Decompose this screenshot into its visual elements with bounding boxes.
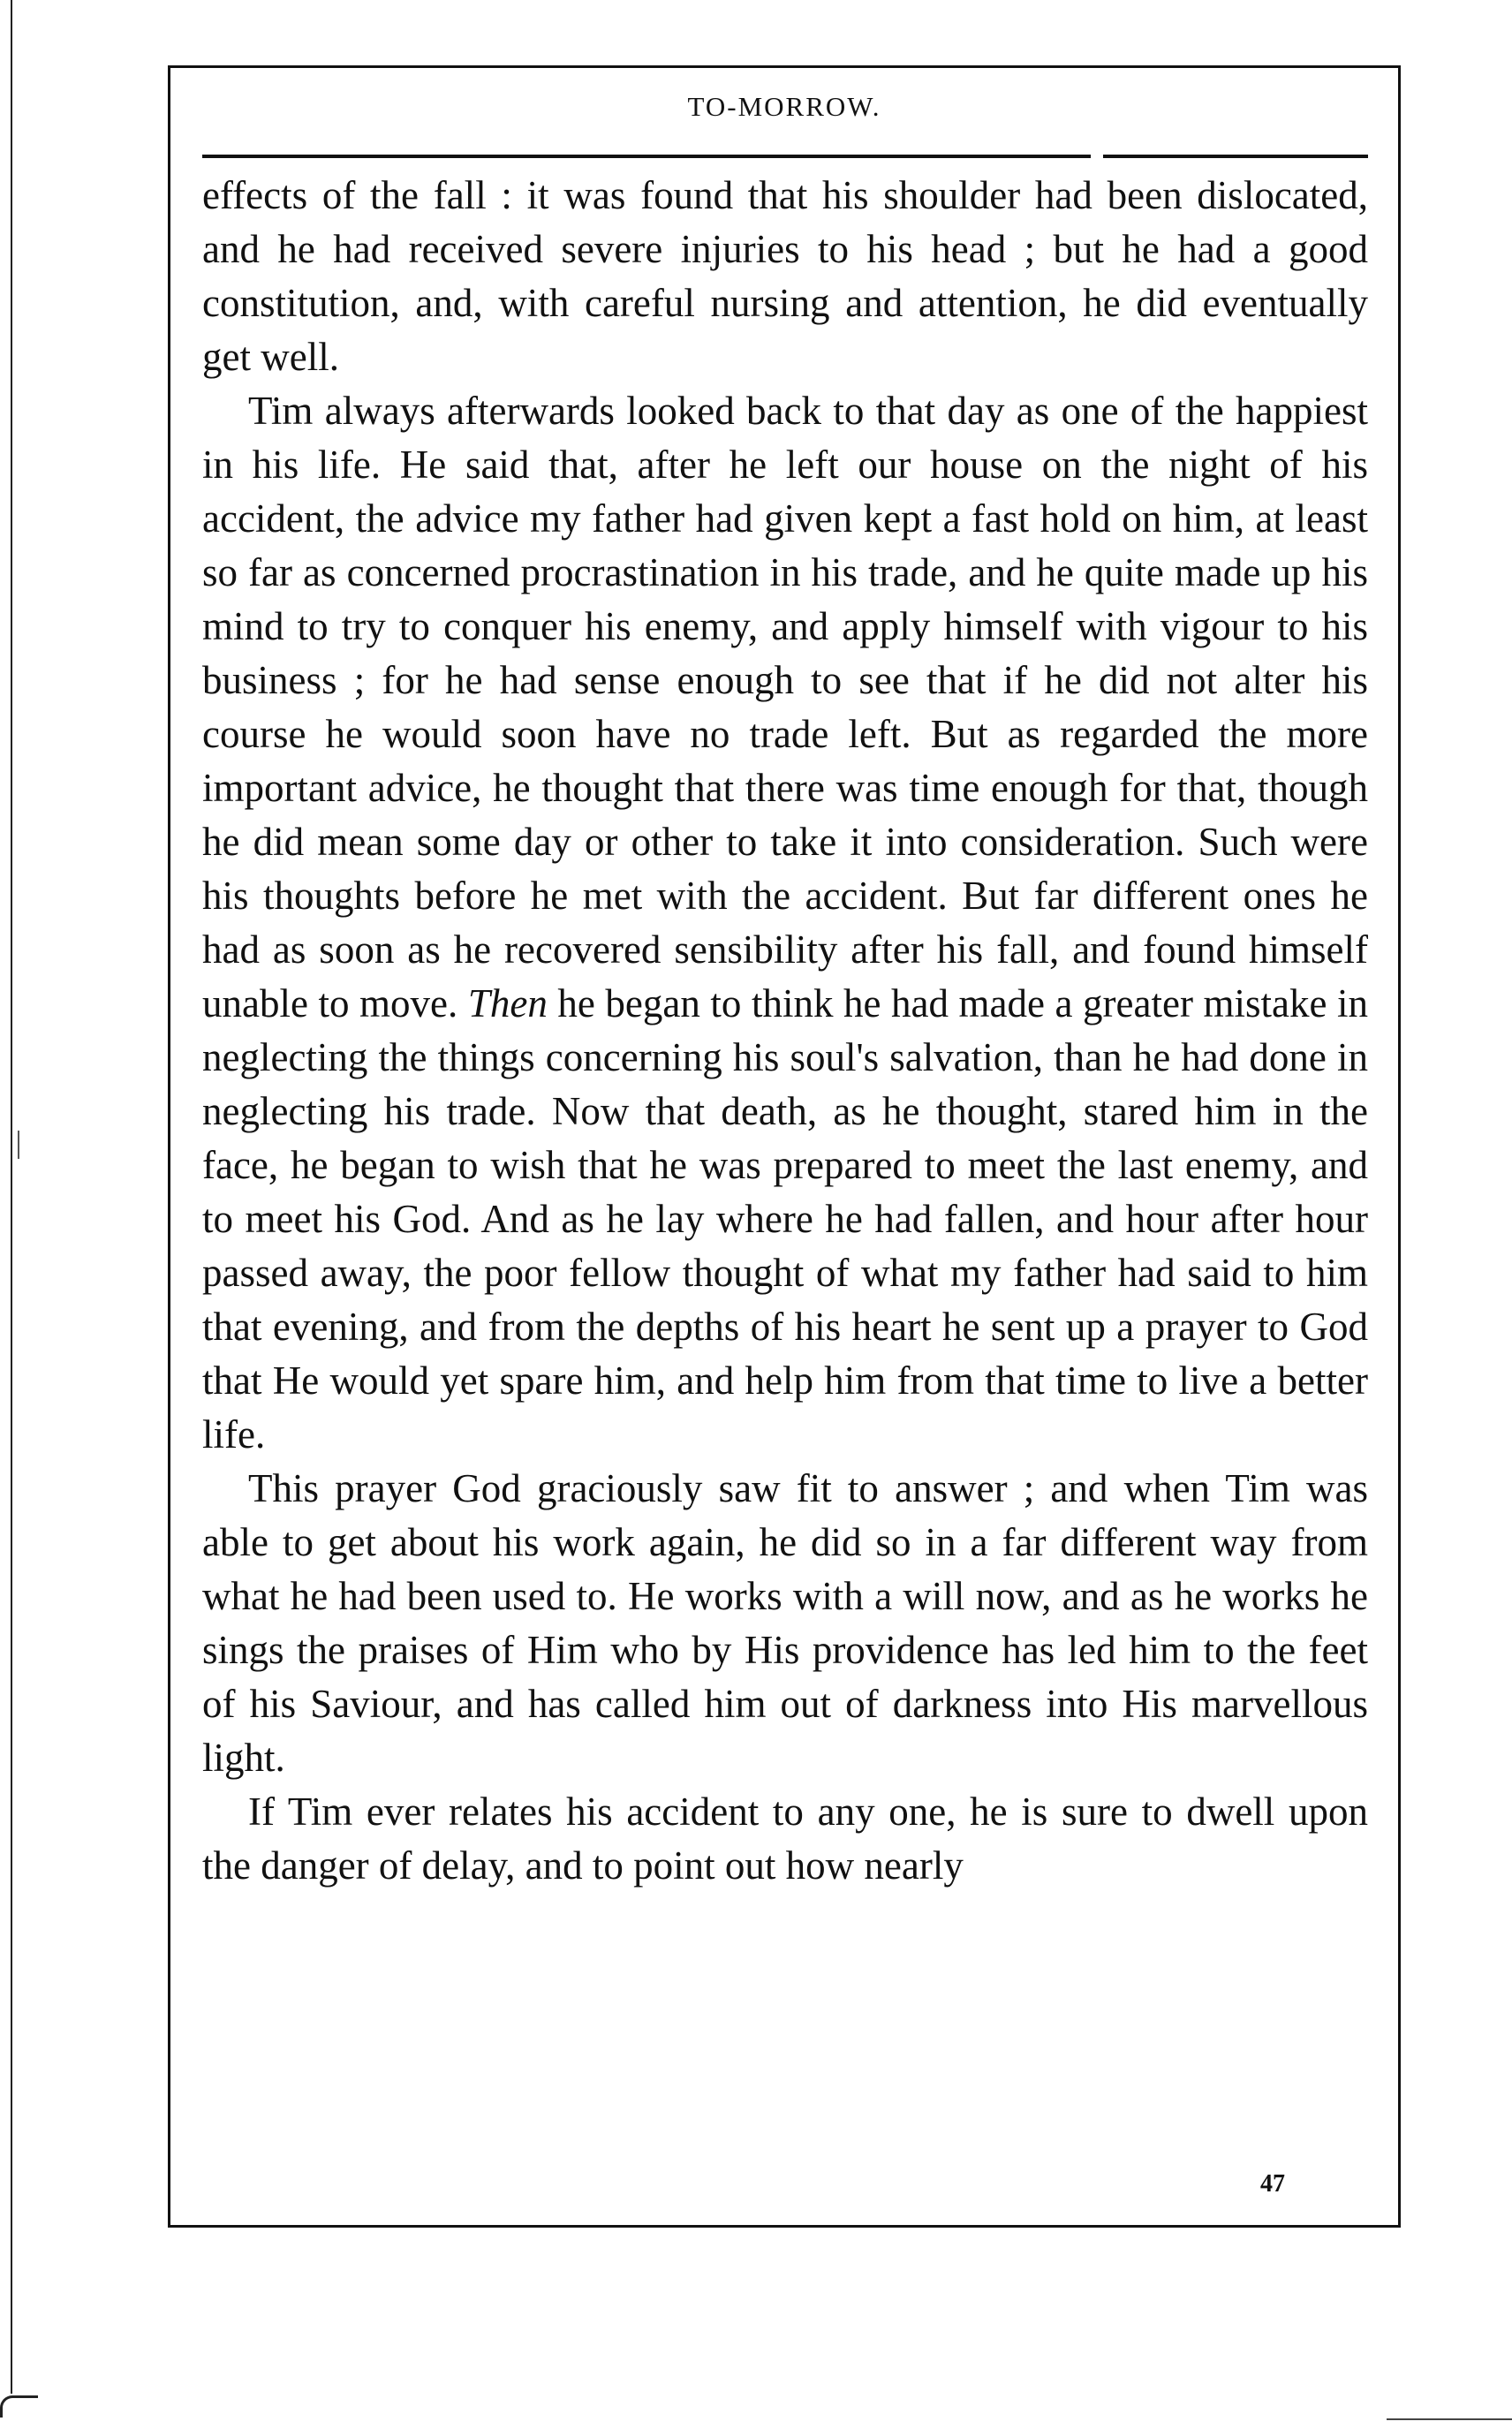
running-head: TO-MORROW. bbox=[687, 91, 881, 122]
paragraph-3: This prayer God graciously saw fit to answer ; and when Tim was able to get about his work again, he did so in a far different way from what he had been used to. He works with a will now, and as he works he sings the praises of Him who by His providence has led him to the feet of his Saviour, and has called him out of darkness into His marvellous light. bbox=[202, 1466, 1368, 1780]
paragraph-2-part-1: Tim always afterwards looked back to that day as one of the happiest in his life. He said that, after he left our house on the night of his accident, the advice my father had given kept a fast hold on him, at least so far as concerned procrastination in his trade, and he quite made up his mind to try to conquer his enemy, and apply himself with vigour to his business ; for he had sense enough to see that if he did not alter his course he would soon have no trade left. But as regarded the more important advice, he thought that there was time enough for that, though he did mean some day or other to take it into consideration. Such were his thoughts before he met with the accident. But far different ones he had as soon as he recovered sensibility after his fall, and found himself unable to move. bbox=[202, 389, 1368, 1025]
paragraph-1: effects of the fall : it was found that his shoulder had been dislocated, and he had received severe injuries to his head ; but he had a good constitution, and, with careful nursing and attention, he did eventually get well. bbox=[202, 173, 1368, 379]
paragraph-2-part-2: he began to think he had made a greater mistake in neglecting the things concerning his soul's salvation, than he had done in neglecting his trade. Now that death, as he thought, stared him in the face, he began to wish that he was prepared to meet the last enemy, and to meet his God. And as he lay where he had fallen, and hour after hour passed away, the poor fellow thought of what my father had said to him that evening, and from the depths of his heart he sent up a prayer to God that He would yet spare him, and help him from that time to live a better life. bbox=[202, 981, 1368, 1457]
header-rule-left bbox=[202, 155, 1091, 158]
margin-mark bbox=[18, 1131, 19, 1159]
header-rule-right bbox=[1103, 155, 1368, 158]
paragraph-2 bbox=[202, 384, 1368, 1462]
page-number: 47 bbox=[1260, 2170, 1285, 2198]
italic-emphasis: Then bbox=[467, 981, 548, 1025]
binding-edge-line bbox=[11, 0, 12, 2394]
body-text bbox=[202, 169, 1368, 1893]
binding-edge-curl bbox=[0, 2395, 38, 2418]
page-bottom-edge bbox=[1387, 2418, 1512, 2420]
page-border bbox=[168, 65, 1401, 2228]
paragraph-4: If Tim ever relates his accident to any one, he is sure to dwell upon the danger of delay, and to point out how nearly bbox=[202, 1790, 1368, 1888]
